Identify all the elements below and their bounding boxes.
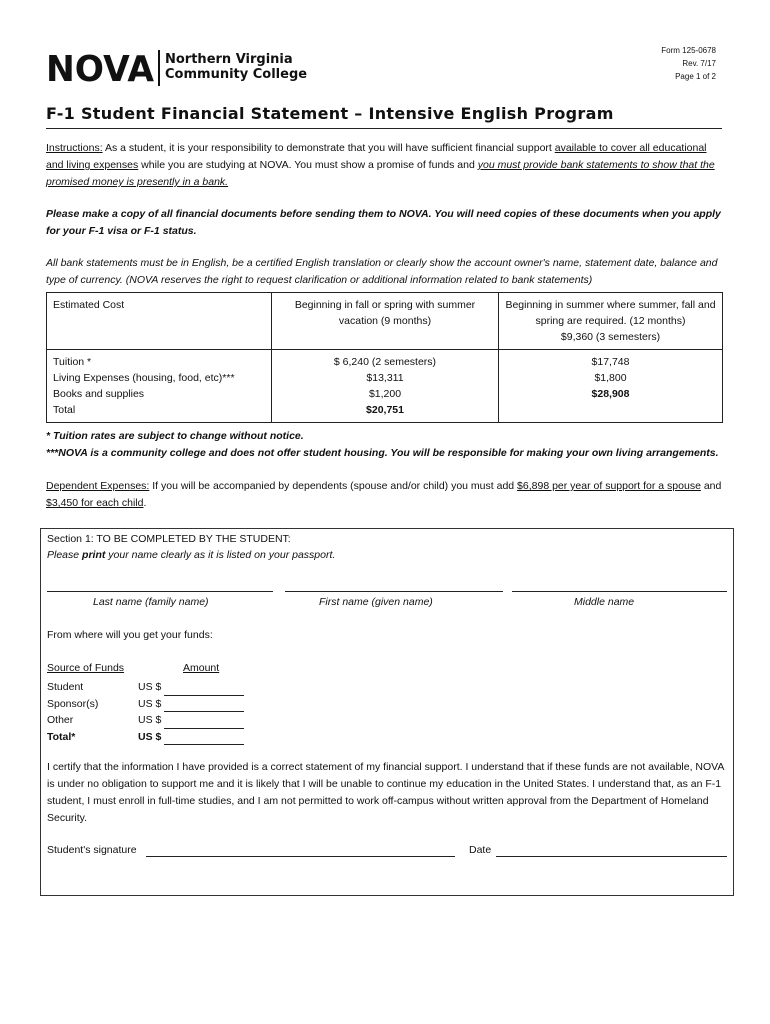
sponsor-amount-field[interactable]: [164, 700, 244, 712]
section-1-box: [40, 528, 734, 896]
funds-amounts: [138, 679, 244, 745]
page-title: F-1 Student Financial Statement – Intensive English Program: [46, 104, 614, 123]
cost-twelve-total: [505, 402, 716, 418]
fund-row-student: [138, 679, 244, 696]
section-1-sub-pre: Please: [47, 549, 83, 561]
dependent-expenses: [46, 478, 726, 512]
cost-col-header-nine-months: Beginning in fall or spring with summer vacation (9 months): [272, 293, 499, 350]
fund-prefix-sponsor: US $: [138, 697, 162, 710]
logo-divider: [158, 50, 160, 86]
dependent-text-2: and: [700, 480, 722, 492]
college-name-line1: Northern Virginia: [165, 52, 293, 67]
signature-label: Student's signature: [47, 844, 137, 856]
cost-nine-values: [272, 350, 499, 423]
fund-label-total: Total*: [47, 730, 76, 743]
cost-table-header: [47, 293, 723, 350]
cost-label-living: Living Expenses (housing, food, etc)***: [53, 372, 235, 384]
instructions-label: Instructions:: [46, 142, 103, 154]
cost-nine-living: $13,311: [366, 372, 404, 384]
cost-twelve-living: $1,800: [594, 372, 627, 384]
dependent-text-3: .: [143, 497, 147, 509]
title-divider: [46, 128, 722, 129]
total-amount-field[interactable]: [164, 733, 244, 745]
fund-label-sponsor: Sponsor(s): [47, 697, 99, 710]
cost-col-header-twelve-text: Beginning in summer where summer, fall and spring are required. (12 months): [505, 299, 716, 327]
english-note: All bank statements must be in English, be a certified English translation or clearly show the account owner's name, statement date, balance and type of currency. (NOVA reserves the right to request clarification or additional information related to bank statements): [46, 257, 718, 286]
fund-row-other: [138, 712, 244, 729]
section-1-sub-post: your name clearly as it is listed on your passport.: [105, 549, 336, 561]
cost-twelve-books: $28,908: [591, 388, 630, 400]
fund-row-total: [138, 729, 244, 746]
form-number: Form 125-0678: [661, 46, 716, 55]
last-name-field[interactable]: [47, 591, 273, 592]
first-name-label: First name (given name): [319, 596, 433, 608]
cost-label-total: Total: [53, 404, 76, 416]
form-revision: Rev. 7/17: [682, 59, 716, 68]
student-signature-field[interactable]: [146, 856, 455, 857]
section-1-sub-bold: print: [82, 549, 106, 561]
amount-header: Amount: [183, 662, 220, 674]
footnote-housing: ***NOVA is a community college and does not offer student housing. You will be responsible for making your own living arrangements.: [46, 447, 719, 459]
cost-twelve-values: [499, 350, 723, 423]
cost-labels: [47, 350, 272, 423]
cost-nine-tuition: $ 6,240 (2 semesters): [333, 356, 437, 368]
dependent-child-amount: $3,450 for each child: [46, 497, 144, 509]
fund-prefix-student: US $: [138, 681, 162, 693]
cost-col-header-estimated: Estimated Cost: [47, 293, 272, 350]
college-name: [165, 52, 307, 82]
logo-wordmark: NOVA: [46, 50, 154, 86]
cost-nine-total: $20,751: [366, 404, 404, 416]
instructions-underline-1: available to cover all educational and living expenses: [46, 142, 707, 171]
cost-nine-books: $1,200: [368, 388, 402, 400]
date-field[interactable]: [496, 856, 727, 857]
dependent-label: Dependent Expenses:: [46, 480, 150, 492]
dependent-spouse-amount: $6,898 per year of support for a spouse: [517, 480, 701, 492]
cost-table-body: [47, 350, 723, 423]
funds-question: From where will you get your funds:: [47, 629, 213, 641]
date-label: Date: [469, 844, 492, 856]
fund-label-other: Other: [47, 714, 74, 726]
certification-statement: I certify that the information I have provided is a correct statement of my financial support. I understand that if these funds are not available, NOVA is under no obligation to support me and it is likely that I will be unable to continue my education in the United States. I understand that, as an F-1 student, I must enroll in full-time studies, and I am not permitted to work off-campus without written approval from the Department of Homeland Security.: [47, 761, 724, 824]
fund-label-student: Student: [47, 681, 84, 693]
page-number: Page 1 of 2: [675, 72, 716, 81]
copy-note: Please make a copy of all financial documents before sending them to NOVA. You will need copies of these documents when you apply for your F-1 visa or F-1 status.: [46, 208, 721, 237]
student-amount-field[interactable]: [164, 684, 244, 696]
cost-table: [46, 292, 723, 423]
first-name-field[interactable]: [285, 591, 503, 592]
fund-row-sponsor: [138, 696, 244, 713]
fund-prefix-total: US $: [138, 730, 162, 743]
cost-col-header-twelve-months: [499, 293, 723, 350]
middle-name-field[interactable]: [512, 591, 727, 592]
instructions-text-1: As a student, it is your responsibility to demonstrate that you will have sufficient financial support: [104, 142, 555, 154]
other-amount-field[interactable]: [164, 717, 244, 729]
section-1-subheading: [47, 547, 335, 563]
middle-name-label: Middle name: [574, 596, 635, 608]
instructions: [46, 140, 726, 191]
last-name-label: Last name (family name): [93, 596, 209, 608]
footnote-tuition: * Tuition rates are subject to change without notice.: [46, 430, 304, 442]
nova-logo: [46, 50, 154, 86]
section-1-heading: Section 1: TO BE COMPLETED BY THE STUDENT:: [47, 533, 291, 545]
cost-col-header-twelve-sub: $9,360 (3 semesters): [560, 331, 661, 343]
instructions-underline-2: you must provide bank statements to show that the promised money is presently in a bank.: [46, 159, 715, 188]
cost-label-books: Books and supplies: [53, 388, 145, 400]
cost-twelve-tuition: $17,748: [591, 356, 630, 368]
fund-prefix-other: US $: [138, 714, 162, 726]
instructions-text-2: while you are studying at NOVA. You must show a promise of funds and: [138, 159, 478, 171]
funds-labels: [47, 679, 98, 745]
college-name-line2: Community College: [165, 67, 308, 82]
source-of-funds-header: Source of Funds: [47, 662, 125, 674]
cost-label-tuition: Tuition *: [53, 356, 92, 368]
form-meta: [661, 44, 716, 83]
dependent-text-1: If you will be accompanied by dependents (spouse and/or child) you must add: [149, 480, 518, 492]
